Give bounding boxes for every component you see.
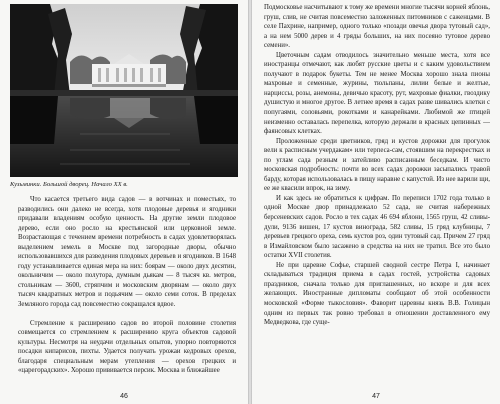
paragraph: Что касается третьего вида садов — в вотчинах и поместьях, то разводились они далеко не всегда, хотя плодовые деревья и ягодники придавали владениям особую ценность. На другие земли плодовое дерево, если оно росло на крестьянской или церковной земле. Возрастающая с течением времени потребность в садах удовлетворялась выделением земель в Москве под загородные дворы, обычно использовавшихся для разведения плодовых деревьев и ягодников. В 1648 году устанавливается единая мера на них: боярам — около двух десятин, окольничим — около полутора, думным дьякам — 8 тысяч кв. метров, стольникам — 3600, стряпчим и московским дворянам — около двух тысяч квадратных метров и подьячим — около семи соток. В пределах Земляного города сад повсеместно сокращался вдвое. [18,196,236,309]
page-number: 47 [372,393,380,400]
palace-photo-image [10,4,238,177]
palace-photo [10,4,238,177]
paragraph: Стремление к расширению садов во второй половине столетия совмещается со стремлением к расширению круга объектов садовой культуры. Несмотря на неудачи отдельных опытов, упорно повторяются посадки кипарисов, пихты. Удается получать урожаи кедровых орехов, благодаря специальным мерам утепления — орехов грецких и «царегорадских». Хорошо прививается персик. Москва и ближайшее [18,319,236,375]
paragraph: Не при царевне Софье, старшей сводной сестре Петра I, начинает складываться традиция приема в садах гостей, устройства садовых праздников, сначала только для приглашенных, но вскоре и для всех желающих. Иностранные дипломаты сообщают об этой особенности московской «Форме тыкословия». Фаворит царевны князь В.В. Голицын одним из первых так ровно требовал в отношении доставленного ему Медведкова, где суще- [264,261,490,327]
left-body-text [18,195,236,376]
left-page [0,0,248,404]
right-body-text [264,3,490,328]
page-number: 46 [120,393,128,400]
right-page [252,0,500,404]
paragraph: Проложенные среди цветников, гряд и кустов дорожки для прогулок вели к расписным учердакам» или терпеса-сам, стоявшим на перекрестках и по углам сада резным и затейливо расписанным беседкам. И чисто московская подробность: почти во всех садах дорожки засыпались травой барду, которая использовалась в пищу наравне с капустой. Из нее варили щи, ее же квасили впрок, на зиму. [264,137,490,193]
paragraph: Подмосковье насчитывают к тому же времени многие тысячи корней яблонь, груш, слив, не считая повсеместно заложенных питомников с саженцами. В селе Пахрине, например, одного только «позади овечья двора тутовый сад», а на нем 5000 дерев и 4 гряды больших, на них посеяно тутовое дерево семени». [264,4,490,50]
paragraph: И как здесь не обратиться к цифрам. По переписи 1702 года только в одной Москве двор принадлежало 52 сада, не считая набережных берсеневских садов. Росло в тех садах 46 694 яблони, 1565 груш, 42 сливы-дули, 9136 вишен, 17 кустов винограда, 582 сливы, 15 гряд клубницы, 7 деревьев грецкого ореха, семь кустов роз, один тутовый сад. Причем 27 гряд в Измайловском было засажено в средства на них не тратил. Все это было остатки XVII столетия. [264,194,490,260]
paragraph: Цветочным садам отводилось значительно меньше места, хотя все иностранцы отмечают, как любят русские цветы и с каким удовольствием получают в подарок букеты. Тем не менее Москва хорошо знала пионы махровые и семенные, журины, тюльпаны, лилии белые и желтые, нарциссы, розы, анемоны, девичью красоту, рут, махровые фиалки, гвоздику душистую и многое другое. В летнее время в садах разве шивались клетки с попугаями, соловьями, рокотками и канарейками. Любимой же птицей неизменно оставалась перепелка, которую держали в красных цепинных — фаянсовых клетках. [264,51,490,136]
photo-caption: Кузьминки. Большой дворец. Начало XX в. [10,181,128,188]
